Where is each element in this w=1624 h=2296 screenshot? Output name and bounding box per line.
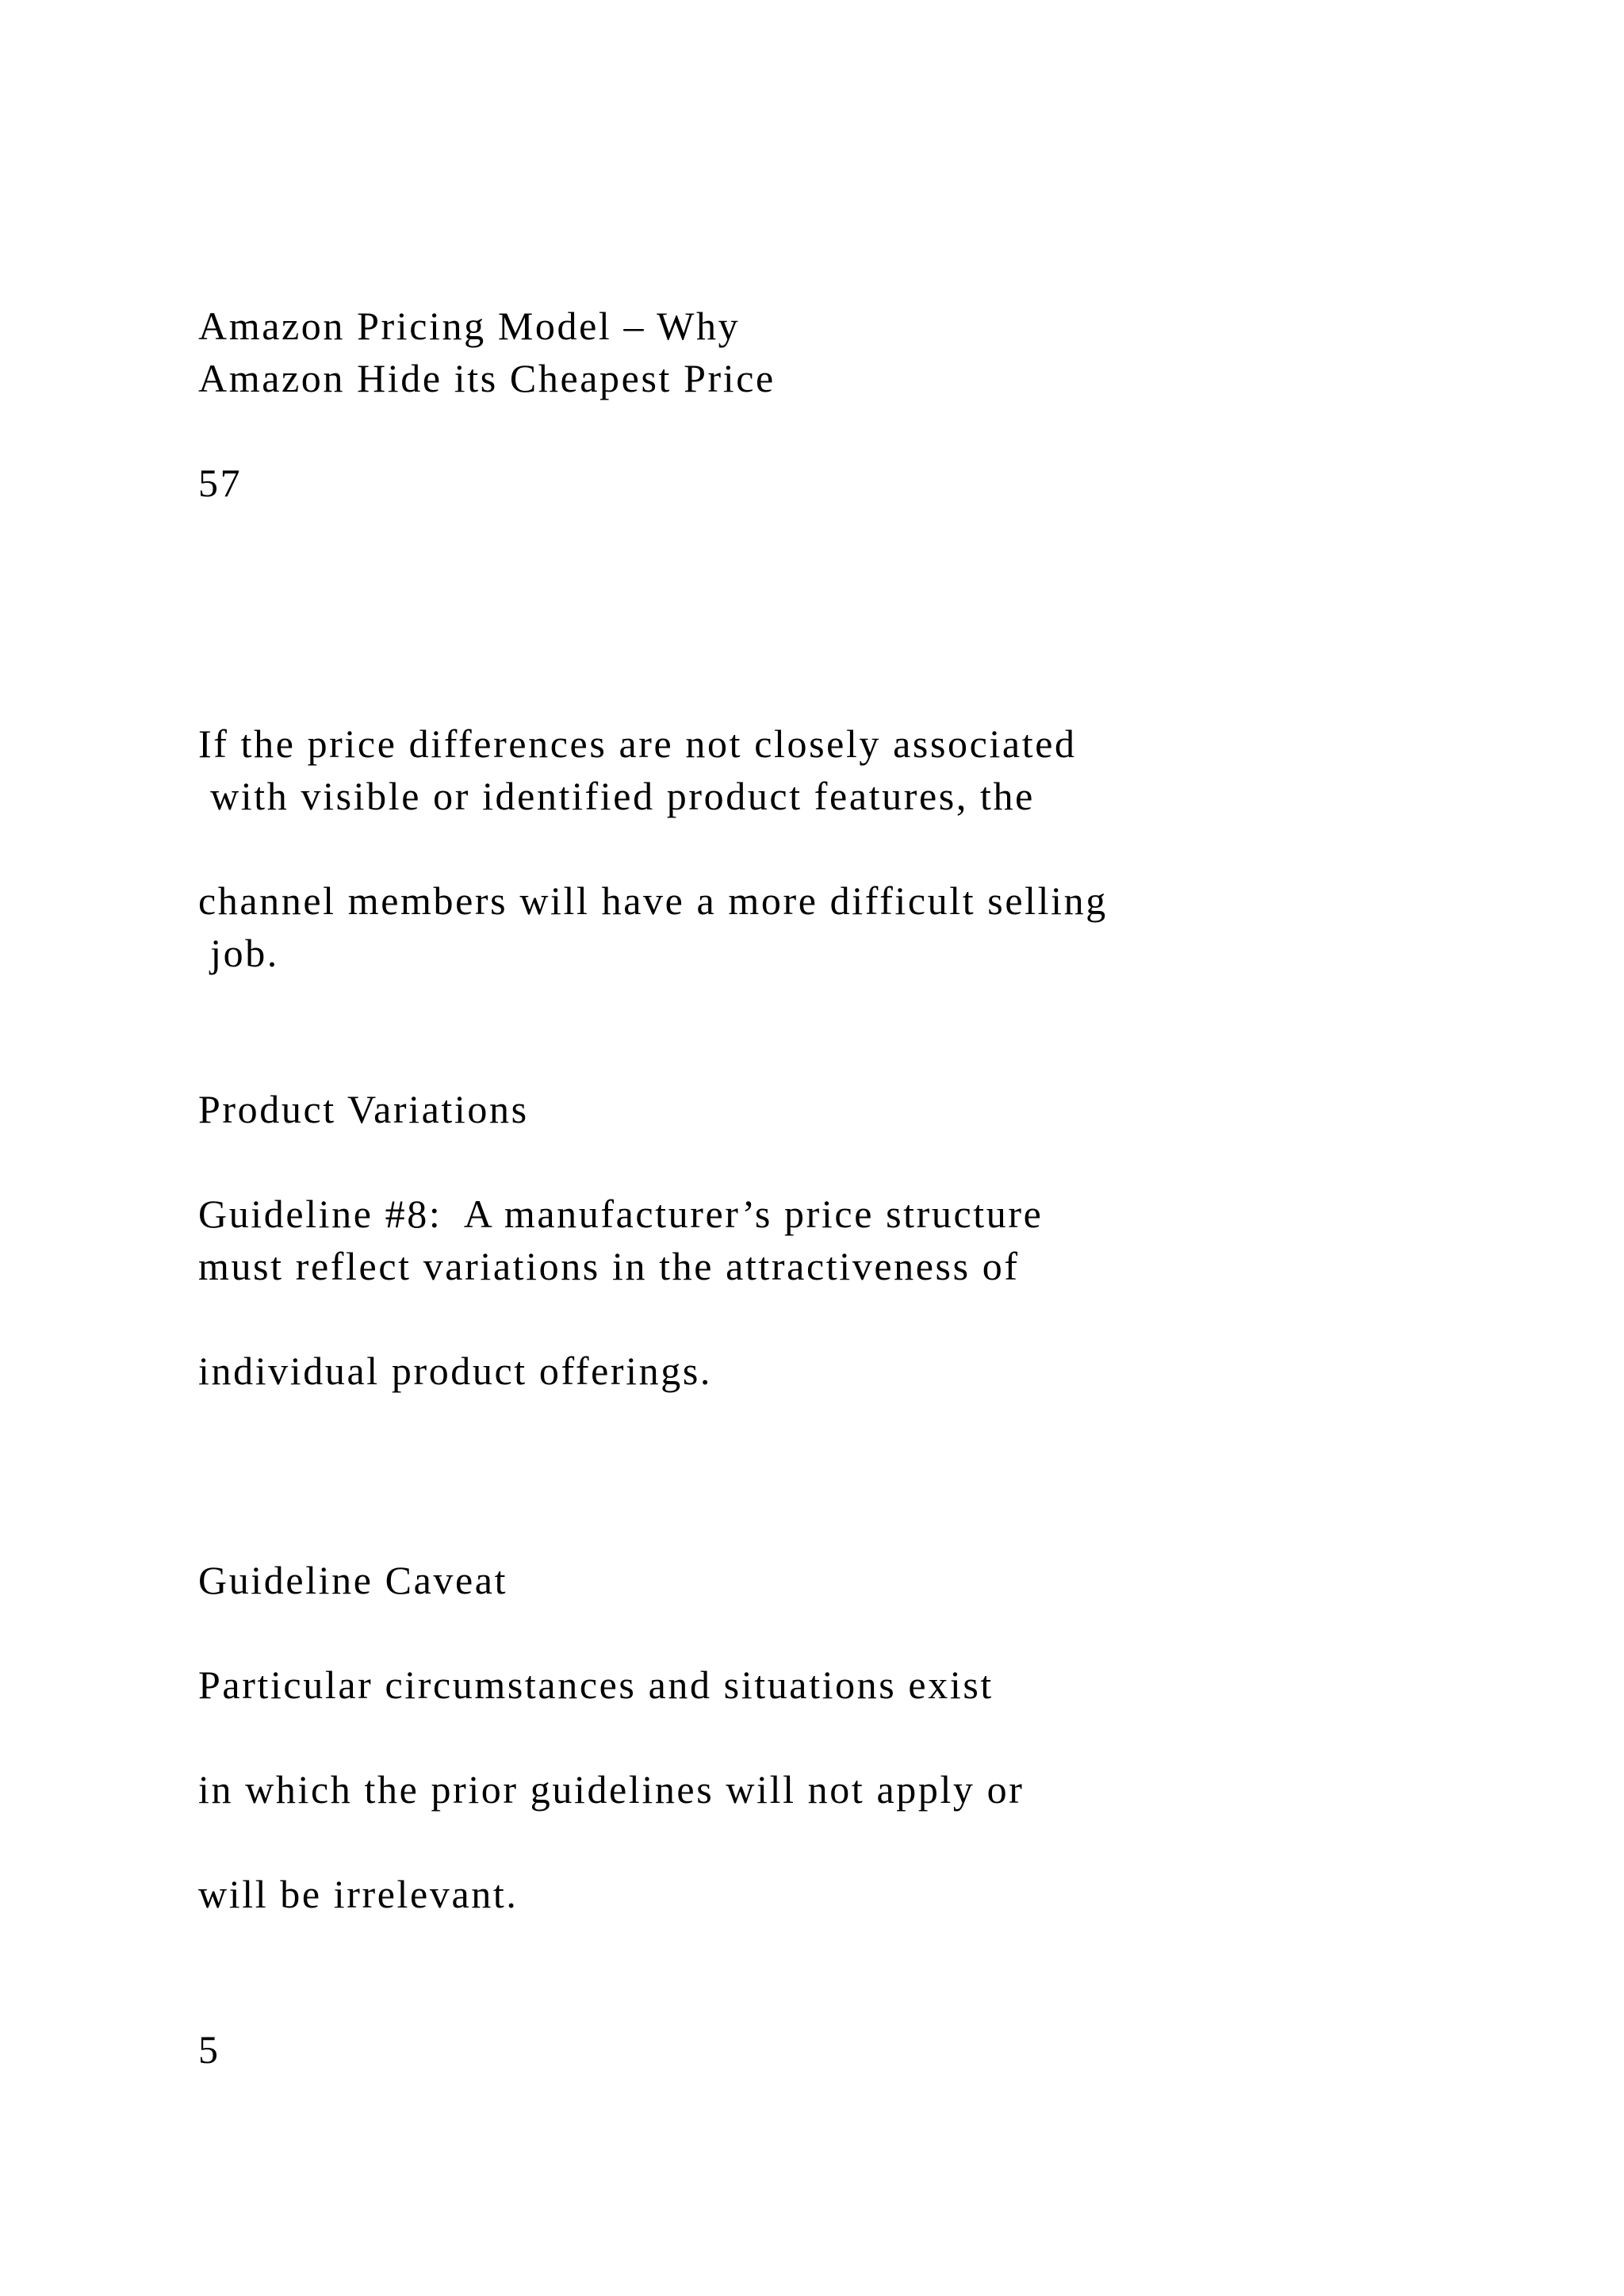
paragraph-line: with visible or identified product features, the: [198, 774, 1035, 818]
paragraph-line: job.: [198, 931, 279, 975]
caveat-line: will be irrelevant.: [198, 1872, 519, 1916]
slide-number: 5: [198, 2027, 220, 2072]
slide-number: 57: [198, 461, 243, 505]
section-heading: Guideline Caveat: [198, 1558, 508, 1602]
guideline-line: must reflect variations in the attractiveness of: [198, 1244, 1020, 1288]
title-line: Amazon Pricing Model – Why: [198, 304, 741, 348]
title-line: Amazon Hide its Cheapest Price: [198, 356, 776, 400]
paragraph-line: channel members will have a more difficult selling: [198, 878, 1108, 923]
section-heading: Product Variations: [198, 1087, 529, 1131]
caveat-line: in which the prior guidelines will not apply or: [198, 1767, 1025, 1812]
paragraph-line: If the price differences are not closely associated: [198, 721, 1077, 766]
guideline-line: Guideline #8: A manufacturer’s price structure: [198, 1192, 1044, 1236]
guideline-line: individual product offerings.: [198, 1349, 712, 1393]
caveat-line: Particular circumstances and situations exist: [198, 1663, 994, 1707]
